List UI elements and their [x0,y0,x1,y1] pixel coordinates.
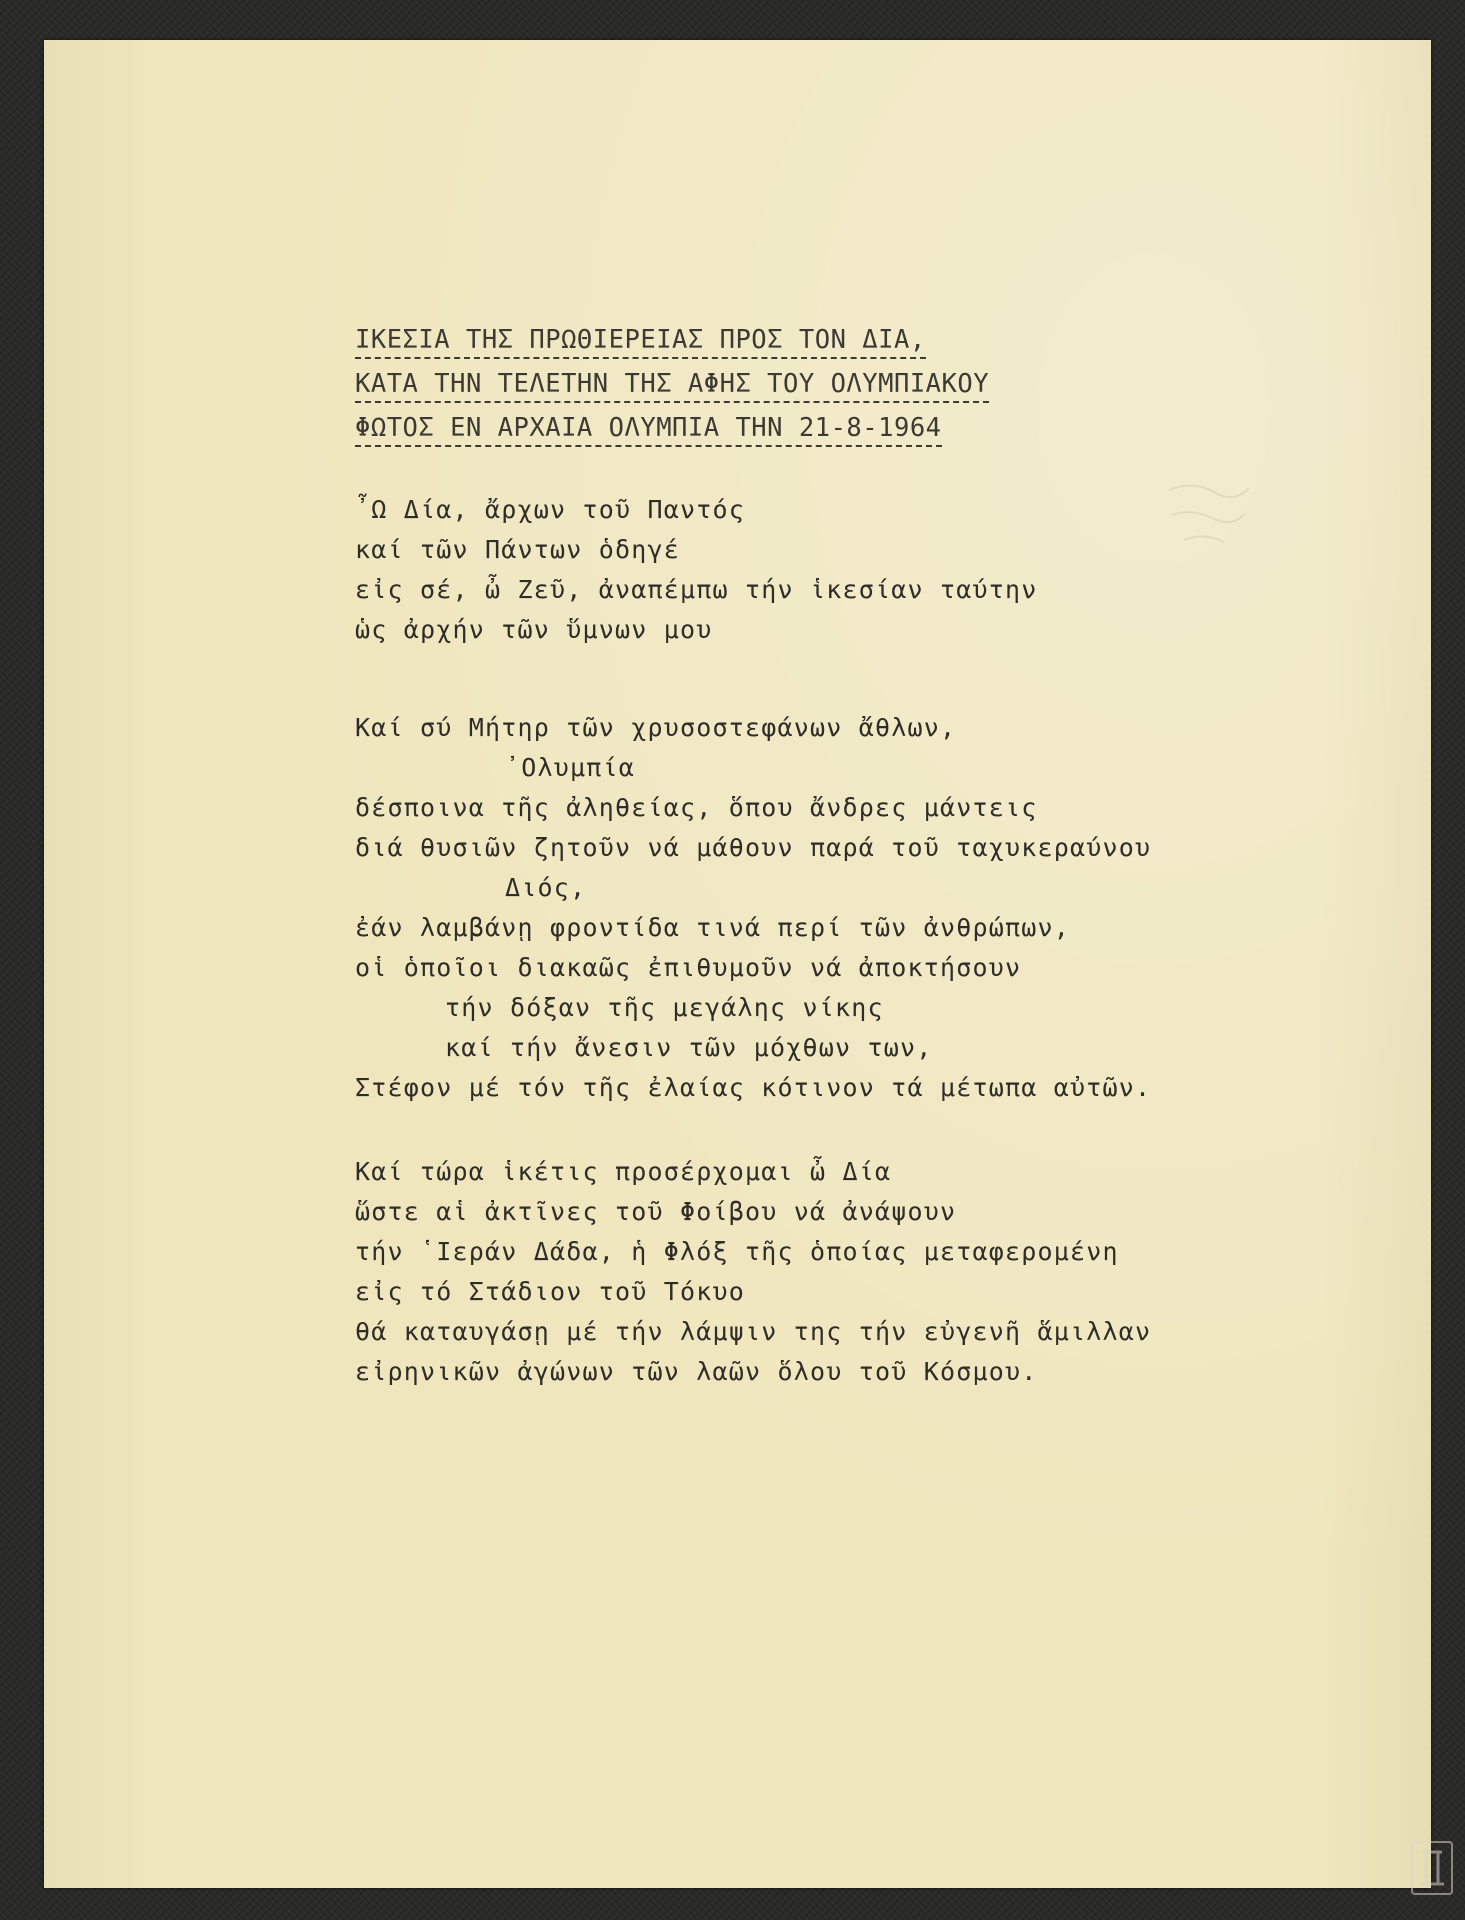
verse-line: Καί τώρα ἱκέτις προσέρχομαι ὦ Δία [355,1157,892,1186]
prayer-text [355,490,1355,1392]
verse-line-indented: ᾿Ολυμπία [505,753,636,782]
stanza-spacer [355,1108,1355,1152]
heading-line [355,406,989,450]
verse-line: ἐάν λαμβάνῃ φροντίδα τινά περί τῶν ἀνθρώπων, [355,913,1071,942]
heading-line [355,362,989,406]
verse-line: τήν ῾Ιεράν Δάδα, ἡ Φλόξ τῆς ὁποίας μεταφερομένη [355,1237,1119,1266]
verse-line: εἰς τό Στάδιον τοῦ Τόκυο [355,1277,746,1306]
heading-line-text: ΚΑΤΑ ΤΗΝ ΤΕΛΕΤΗΝ ΤΗΣ ΑΦΗΣ ΤΟΥ ΟΛΥΜΠΙΑΚΟΥ [355,368,989,403]
stanza-2 [355,708,1355,1108]
verse-line: διά θυσιῶν ζητοῦν νά μάθουν παρά τοῦ ταχυκεραύνου [355,833,1152,862]
verse-line: δέσποινα τῆς ἀληθείας, ὅπου ἄνδρες μάντεις [355,793,1038,822]
verse-line: Στέφον μέ τόν τῆς ἐλαίας κότινον τά μέτωπα αὐτῶν. [355,1073,1152,1102]
heading-line-text: ΦΩΤΟΣ ΕΝ ΑΡΧΑΙΑ ΟΛΥΜΠΙΑ ΤΗΝ 21-8-1964 [355,412,942,447]
verse-line: καί τῶν Πάντων ὁδηγέ [355,535,681,564]
verse-line: εἰρηνικῶν ἀγώνων τῶν λαῶν ὅλου τοῦ Κόσμου. [355,1357,1038,1386]
verse-line: εἰς σέ, ὦ Ζεῦ, ἀναπέμπω τήν ἱκεσίαν ταύτην [355,575,1038,604]
stanza-spacer [355,650,1355,708]
verse-line: ὥστε αἱ ἀκτῖνες τοῦ Φοίβου νά ἀνάψουν [355,1197,957,1226]
heading-line [355,318,989,362]
verse-line: Καί σύ Μήτηρ τῶν χρυσοστεφάνων ἄθλων, [355,713,957,742]
verse-line: ῏Ω Δία, ἄρχων τοῦ Παντός [355,495,746,524]
verse-line: οἱ ὁποῖοι διακαῶς ἐπιθυμοῦν νά ἀποκτήσουν [355,953,1022,982]
stanza-1 [355,490,1355,650]
document-heading [355,318,989,450]
archive-seal-icon [1410,1840,1454,1896]
heading-line-text: ΙΚΕΣΙΑ ΤΗΣ ΠΡΩΘΙΕΡΕΙΑΣ ΠΡΟΣ ΤΟΝ ΔΙΑ, [355,324,926,359]
verse-line-indented: Διός, [505,873,587,902]
typewritten-page [44,40,1431,1888]
verse-line: θά καταυγάσῃ μέ τήν λάμψιν της τήν εὐγενῆ ἅμιλλαν [355,1317,1152,1346]
verse-line-indented: τήν δόξαν τῆς μεγάλης νίκης [445,993,884,1022]
verse-line-indented: καί τήν ἄνεσιν τῶν μόχθων των, [445,1033,933,1062]
verse-line: ὡς ἀρχήν τῶν ὕμνων μου [355,615,713,644]
stanza-3 [355,1152,1355,1392]
